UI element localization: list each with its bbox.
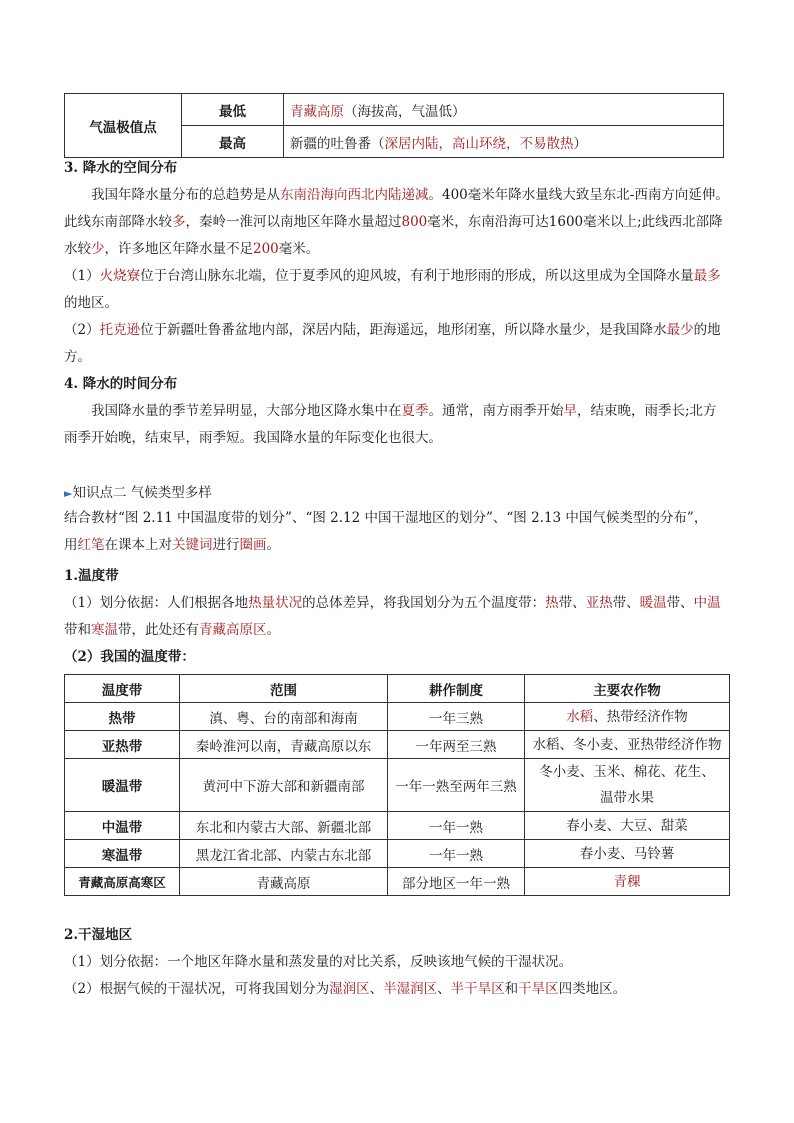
zone-name: 青藏高原高寒区 xyxy=(65,868,180,896)
zone-range: 滇、粤、台的南部和海南 xyxy=(180,703,388,731)
zone-name: 中温带 xyxy=(65,812,180,840)
table-row xyxy=(65,94,724,126)
paragraph: 结合教材“图 2.11 中国温度带的划分”、“图 2.12 中国干湿地区的划分”、“图 2.13 中国气候类型的分布”， xyxy=(64,510,708,526)
zone-range: 秦岭淮河以南，青藏高原以东 xyxy=(180,731,388,759)
zone-name: 寒温带 xyxy=(65,840,180,868)
extreme-type: 最低 xyxy=(182,94,284,126)
extreme-place: 青藏高原（海拔高，气温低） xyxy=(284,94,724,126)
zone-range: 黄河中下游大部和新疆南部 xyxy=(180,759,388,812)
zone-name: 暖温带 xyxy=(65,759,180,812)
subheading: （2）我国的温度带： xyxy=(64,649,195,665)
zone-system: 一年一熟 xyxy=(388,840,525,868)
triangle-marker-icon: ► xyxy=(64,487,73,500)
extremes-label: 气温极值点 xyxy=(65,94,182,158)
zone-system: 部分地区一年一熟 xyxy=(388,868,525,896)
section-heading: 1.温度带 xyxy=(64,568,119,584)
zone-crops: 春小麦、马铃薯 xyxy=(525,840,730,868)
column-header: 范围 xyxy=(180,675,388,703)
extreme-place: 新疆的吐鲁番（深居内陆，高山环绕，不易散热） xyxy=(284,126,724,158)
section-precip-spatial xyxy=(64,155,730,452)
zone-name: 热带 xyxy=(65,703,180,731)
table-row xyxy=(65,703,730,731)
zone-crops: 水稻、冬小麦、亚热带经济作物 xyxy=(525,731,730,759)
table-row xyxy=(65,840,730,868)
table-row xyxy=(65,731,730,759)
paragraph: 我国年降水量分布的总趋势是从东南沿海向西北内陆递减。400毫米年降水量线大致呈东北-西南方向延伸。此线东南部降水较多，秦岭一淮河以南地区年降水量超过800毫米，东南沿海可达1600毫米以上;此线西北部降水较少，许多地区年降水量不足200毫米。 xyxy=(64,187,729,257)
section-heading: 2.干湿地区 xyxy=(64,927,133,943)
knowledge-point-block xyxy=(64,482,707,559)
column-header: 温度带 xyxy=(65,675,180,703)
extreme-type: 最高 xyxy=(182,126,284,158)
paragraph: 用红笔在课本上对关键词进行圈画。 xyxy=(64,537,280,553)
section-heading: 3. 降水的空间分布 xyxy=(64,160,178,176)
zone-crops: 春小麦、大豆、甜菜 xyxy=(525,812,730,840)
zone-range: 青藏高原 xyxy=(180,868,388,896)
paragraph: （2）托克逊位于新疆吐鲁番盆地内部，深居内陆，距海遥远，地形闭塞，所以降水量少，是我国降水最少的地方。 xyxy=(64,322,721,365)
knowledge-title: ►知识点二 气候类型多样 xyxy=(64,485,212,501)
table-row xyxy=(65,812,730,840)
zone-system: 一年三熟 xyxy=(388,703,525,731)
column-header: 主要农作物 xyxy=(525,675,730,703)
zone-crops: 水稻、热带经济作物 xyxy=(525,703,730,731)
section-dry-wet-regions xyxy=(64,922,730,1003)
section-temperature-zones xyxy=(64,563,730,671)
paragraph: （1）火烧寮位于台湾山脉东北端，位于夏季风的迎风坡，有利于地形雨的形成，所以这里成为全国降水量最多的地区。 xyxy=(64,268,721,311)
table-row xyxy=(65,868,730,896)
paragraph: 我国降水量的季节差异明显，大部分地区降水集中在夏季。通常，南方雨季开始早，结束晚，雨季长;北方雨季开始晚，结束早，雨季短。我国降水量的年际变化也很大。 xyxy=(64,403,717,446)
column-header: 耕作制度 xyxy=(388,675,525,703)
zone-system: 一年一熟 xyxy=(388,812,525,840)
section-heading: 4. 降水的时间分布 xyxy=(64,376,178,392)
zone-name: 亚热带 xyxy=(65,731,180,759)
temperature-zone-table xyxy=(64,674,730,896)
temperature-extremes-table xyxy=(64,93,724,158)
zone-system: 一年两至三熟 xyxy=(388,731,525,759)
paragraph: （1）划分依据：人们根据各地热量状况的总体差异，将我国划分为五个温度带：热带、亚热带、暖温带、中温带和寒温带，此处还有青藏高原区。 xyxy=(64,595,721,638)
paragraph: （1）划分依据：一个地区年降水量和蒸发量的对比关系，反映该地气候的干湿状况。 xyxy=(64,954,573,970)
zone-crops: 冬小麦、玉米、棉花、花生、温带水果 xyxy=(525,759,730,812)
table-header-row xyxy=(65,675,730,703)
paragraph: （2）根据气候的干湿状况，可将我国划分为湿润区、半湿润区、半干旱区和干旱区四类地区。 xyxy=(64,981,627,997)
zone-range: 黑龙江省北部、内蒙古东北部 xyxy=(180,840,388,868)
zone-crops: 青稞 xyxy=(525,868,730,896)
table-row xyxy=(65,759,730,812)
zone-system: 一年一熟至两年三熟 xyxy=(388,759,525,812)
zone-range: 东北和内蒙古大部、新疆北部 xyxy=(180,812,388,840)
